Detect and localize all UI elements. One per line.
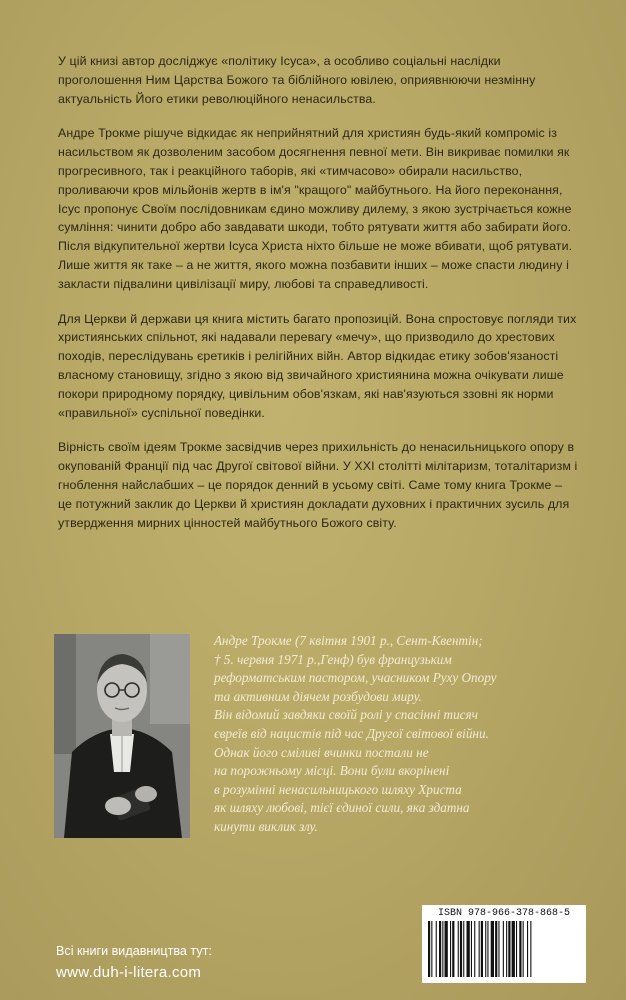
author-biography xyxy=(214,632,606,837)
back-cover-text xyxy=(58,52,578,548)
barcode-bars xyxy=(422,905,586,983)
bio-line: кинути виклик злу. xyxy=(214,818,318,834)
bio-line: та активним діячем розбудови миру. xyxy=(214,688,422,704)
isbn-barcode xyxy=(422,905,586,983)
paragraph-resistance: Вірність своїм ідеям Трокме засвідчив через прихильність до ненасильницького опору в окупованій Франції під час Другої світової війни. У ХХІ столітті мілітаризм, тоталітаризм і гноблення найслабших – це порядок денний в усьому світі. Саме тому книга Трокме – це потужний заклик до Церкви й християн докладати духовних і практичних зусиль для утвердження мирних цінностей майбутнього Божого світу. xyxy=(58,440,578,530)
bio-line: на порожньому місці. Вони були вкорінені xyxy=(214,763,450,779)
isbn-number: ISBN 978-966-378-868-5 xyxy=(437,908,571,919)
author-portrait-photo xyxy=(54,634,190,838)
bio-line: Він відомий завдяки своїй ролі у спасінні тисяч xyxy=(214,707,478,723)
bio-line: як шляху любові, тієї єдиної сили, яка здатна xyxy=(214,800,470,816)
bio-line: євреїв від нацистів під час Другої світової війни. xyxy=(214,725,489,741)
bio-line: в розумінні ненасильницького шляху Христа xyxy=(214,781,462,797)
publisher-url[interactable]: www.duh-i-litera.com xyxy=(56,964,202,981)
bio-line: Андре Трокме (7 квітня 1901 р., Сент-Квентін; xyxy=(214,633,483,648)
paragraph-church-state: Для Церкви й держави ця книга містить багато пропозицій. Вона спростовує погляди тих християнських спільнот, які надавали перевагу «мечу», що призводило до хрестових походів, переслідувань єретиків і релігійних війн. Автор відкидає етику зобов'язаності власному становищу, згідно з якою від звичайного християнина можна очікувати лише покори природному порядку, цивільним обов'язкам, які нав'язуються ззовні як норми «правильної» суспільної поведінки. xyxy=(58,311,577,420)
bio-line: реформатським пастором, учасником Руху Опору xyxy=(214,670,497,686)
bio-line: † 5. червня 1971 р.,Генф) був французьким xyxy=(214,651,452,667)
publisher-note: Всі книги видавництва тут: xyxy=(56,944,212,958)
bio-line: Однак його сміливі вчинки постали не xyxy=(214,744,429,760)
publisher-info xyxy=(56,940,212,984)
paragraph-violence: Андре Трокме рішуче відкидає як неприйнятний для християн будь-який компроміс із насильством як дозволеним засобом досягнення певної мети. Він викриває помилки як прогресивного, так і реакційного таборів, які «тимчасово» обирали насильство, проливаючи кров мільйонів жертв в ім'я "кращого" майбутнього. На його переконання, Ісус пропонує Своїм послідовникам єдино можливу дилему, з якою зустрічається кожне сумління: чинити добро або завдавати шкоди, тобто рятувати життя або забирати його. Після відкупительної жертви Ісуса Христа ніхто більше не може вбивати, щоб рятувати. Лише життя як таке – а не життя, якого можна позбавити інших – може спасти людину і закласти підвалини цивілізації миру, любові та справедливості. xyxy=(58,126,573,291)
paragraph-intro: У цій книзі автор досліджує «політику Ісуса», а особливо соціальні наслідки проголошення Ним Царства Божого та біблійного ювілею, оприявнюючи незмінну актуальність Його етики революційного ненасильства. xyxy=(58,54,536,106)
